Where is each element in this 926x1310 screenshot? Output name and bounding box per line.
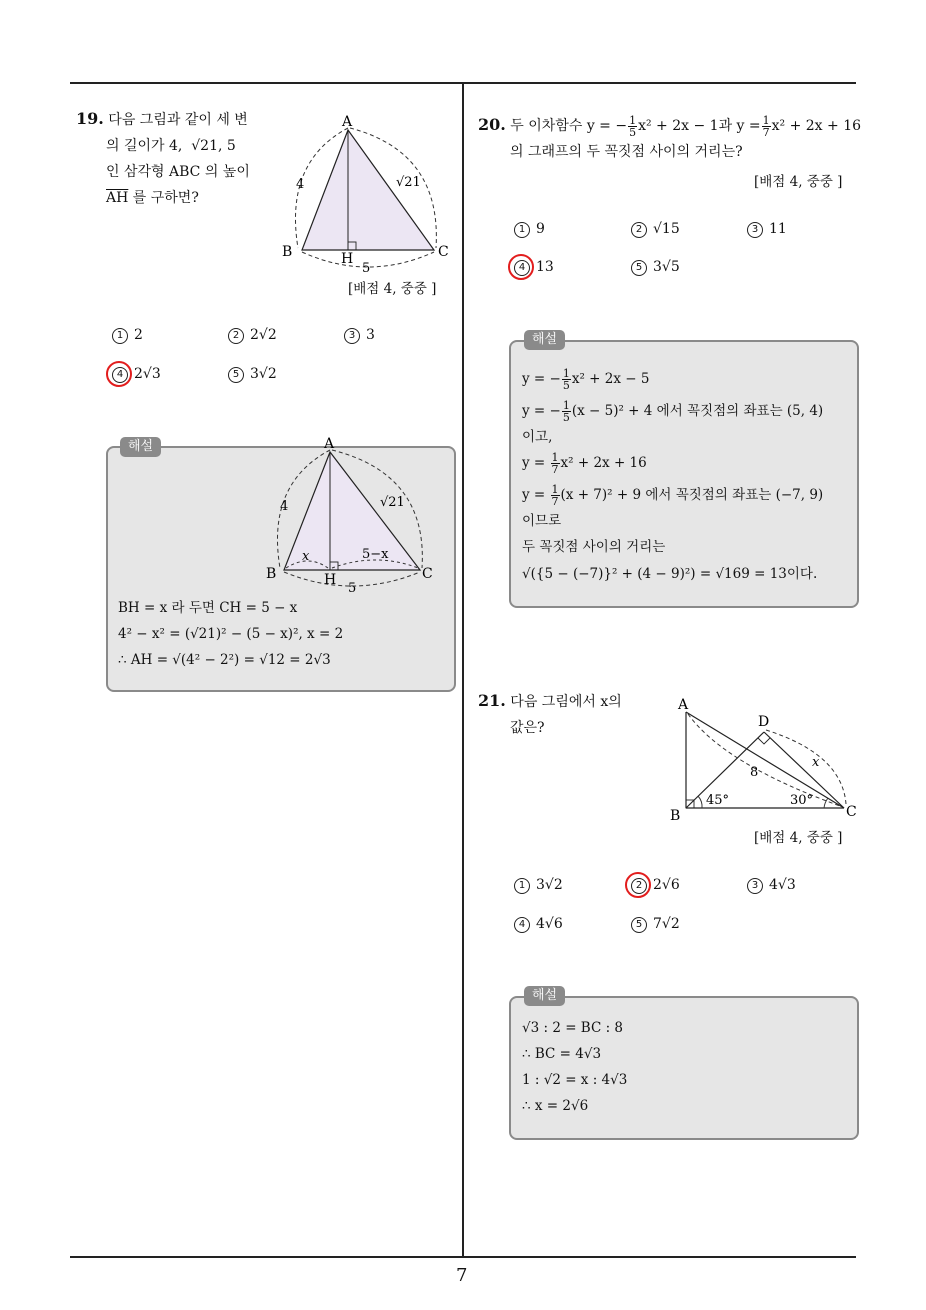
q19-label-b: B <box>282 244 293 260</box>
q20-sol-5f <box>551 484 560 507</box>
q20-sol-line-1 <box>522 368 649 391</box>
q21-choice-3-text: 4√3 <box>769 877 796 893</box>
q20-frac-2-d: 7 <box>762 125 770 139</box>
q19-choice-3-marker: 3 <box>344 328 360 344</box>
q20-frac-1-d: 5 <box>629 125 637 139</box>
q20-choice-5-marker: 5 <box>631 260 647 276</box>
q21-label-c: C <box>846 804 857 820</box>
q21-choice-1-text: 3√2 <box>536 877 563 893</box>
q20-solution-tag: 해설 <box>524 330 565 350</box>
q19-choice-5-marker: 5 <box>228 367 244 383</box>
q20-text-1a: 두 이차함수 y = − <box>510 118 628 134</box>
q20-choice-1[interactable] <box>514 221 545 238</box>
q20-choice-2-marker: 2 <box>631 222 647 238</box>
q21-choice-2-marker: 2 <box>631 878 647 894</box>
q20-sol-5f-d: 7 <box>551 495 559 508</box>
q19-solution-figure <box>262 434 442 594</box>
q21-sol-line-2: ∴ BC = 4√3 <box>522 1046 602 1062</box>
q21-choice-3[interactable] <box>747 877 796 894</box>
q19-choice-2-text: 2√2 <box>250 327 277 343</box>
q20-sol-5a: y = <box>522 487 550 503</box>
q21-ad: 8 <box>750 765 759 780</box>
q20-choice-4-marker: 4 <box>514 260 530 276</box>
q21-number: 21. <box>478 691 506 710</box>
q19-triangle <box>302 130 434 250</box>
q20-text-1c: x² + 2x + 16 <box>771 118 862 134</box>
q19-figure <box>278 112 458 277</box>
q19-choice-5[interactable] <box>228 366 277 383</box>
q20-sol-line-5 <box>522 484 823 507</box>
q21-label-d: D <box>758 714 770 730</box>
q20-score: [배점 4, 중중 ] <box>754 174 843 190</box>
q20-sol-2a: y = − <box>522 403 561 419</box>
q19-choice-2[interactable] <box>228 327 277 344</box>
q21-label-b: B <box>670 808 681 824</box>
q20-sol-1f-n: 1 <box>562 367 570 380</box>
q19-sol-side-bc: 5 <box>348 581 357 594</box>
q21-figure <box>664 694 864 824</box>
q21-choice-4-marker: 4 <box>514 917 530 933</box>
q20-sol-line-7: 두 꼭짓점 사이의 거리는 <box>522 539 666 555</box>
q20-sol-5f-n: 1 <box>551 483 559 496</box>
q20-question <box>478 112 862 165</box>
q19-choice-2-marker: 2 <box>228 328 244 344</box>
q19-text-4a: $\overline{AH}$ <box>106 190 129 206</box>
q19-number: 19. <box>76 109 104 128</box>
q21-answer-mark <box>625 872 651 898</box>
q21-dc: x <box>812 755 820 770</box>
q20-sol-4f <box>551 452 560 475</box>
q19-sol-label-h: H <box>324 572 337 588</box>
q19-sol-bh: x <box>302 549 310 564</box>
q21-solution-tag: 해설 <box>524 986 565 1006</box>
q20-choice-3[interactable] <box>747 221 787 238</box>
q20-answer-mark <box>508 254 534 280</box>
q21-choice-4[interactable] <box>514 916 563 933</box>
q21-label-a: A <box>678 697 689 713</box>
q20-sol-line-4 <box>522 452 647 475</box>
q19-sol-label-a: A <box>324 436 335 452</box>
q19-choice-1-text: 2 <box>134 327 143 343</box>
q20-sol-1a: y = − <box>522 371 561 387</box>
q19-sol-side-ab: 4 <box>280 499 289 514</box>
q19-text-3: 인 삼각형 ABC 의 높이 <box>106 164 250 180</box>
q19-label-c: C <box>438 244 449 260</box>
q20-sol-line-3: 이고, <box>522 429 553 445</box>
q21-choice-3-marker: 3 <box>747 878 763 894</box>
q19-sol-label-c: C <box>422 566 433 582</box>
q19-sol-hc: 5−x <box>362 547 389 562</box>
q19-side-ab: 4 <box>296 177 305 192</box>
q21-choice-1-marker: 1 <box>514 878 530 894</box>
q19-choice-5-text: 3√2 <box>250 366 277 382</box>
q21-choice-5[interactable] <box>631 916 680 933</box>
q20-sol-4f-d: 7 <box>551 463 559 476</box>
q20-choice-1-marker: 1 <box>514 222 530 238</box>
q20-choice-2[interactable] <box>631 221 680 238</box>
q20-frac-2-n: 1 <box>762 113 770 127</box>
q20-sol-line-6: 이므로 <box>522 513 562 529</box>
q20-choice-3-text: 11 <box>769 221 787 237</box>
q20-choice-5-text: 3√5 <box>653 259 680 275</box>
q19-label-h: H <box>341 251 354 267</box>
q21-choice-2-text: 2√6 <box>653 877 680 893</box>
q20-number: 20. <box>478 115 506 134</box>
q19-choice-3-text: 3 <box>366 327 375 343</box>
q20-sol-line-2 <box>522 400 823 423</box>
bottom-rule <box>70 1256 856 1258</box>
q19-question <box>76 106 276 211</box>
q20-sol-2b: (x − 5)² + 4 에서 꼭짓점의 좌표는 (5, 4) <box>571 403 824 419</box>
q19-sol-line-1: BH = x 라 두면 CH = 5 − x <box>118 600 298 616</box>
q21-angle-arc-c <box>824 798 828 808</box>
q21-text-2: 값은? <box>510 720 545 736</box>
q21-choice-5-marker: 5 <box>631 917 647 933</box>
page-number: 7 <box>456 1265 468 1286</box>
q20-sol-1b: x² + 2x − 5 <box>571 371 650 387</box>
q19-side-ac: √21 <box>396 175 421 190</box>
q21-choice-1[interactable] <box>514 877 563 894</box>
q19-score: [배점 4, 중중 ] <box>348 281 437 297</box>
q19-answer-mark <box>106 361 132 387</box>
q20-sol-4a: y = <box>522 455 550 471</box>
q20-sol-2f <box>562 400 571 423</box>
q20-choice-5[interactable] <box>631 259 680 276</box>
q21-choice-4-text: 4√6 <box>536 916 563 932</box>
q20-sol-2f-n: 1 <box>562 399 570 412</box>
q21-sol-line-1: √3 : 2 = BC : 8 <box>522 1020 624 1036</box>
q19-text-1: 다음 그림과 같이 세 변 <box>108 112 248 128</box>
q19-text-2c: , 5 <box>218 138 236 154</box>
q20-choice-4-text: 13 <box>536 259 554 275</box>
q19-choice-1-marker: 1 <box>112 328 128 344</box>
q20-choice-2-text: √15 <box>653 221 680 237</box>
q21-right-angle-d <box>758 738 770 744</box>
q20-sol-4f-n: 1 <box>551 451 559 464</box>
q19-choice-3[interactable] <box>344 327 375 344</box>
q19-text-4b: 를 구하면? <box>128 190 199 206</box>
q20-sol-4b: x² + 2x + 16 <box>560 455 647 471</box>
q21-text-1: 다음 그림에서 x의 <box>510 694 622 710</box>
q19-sol-side-ac: √21 <box>380 495 405 510</box>
q19-choice-4-marker: 4 <box>112 367 128 383</box>
q21-angle-arc-b <box>698 796 702 808</box>
q21-angle-c: 30° <box>790 793 814 808</box>
q19-choice-1[interactable] <box>112 327 143 344</box>
q20-text-2: 의 그래프의 두 꼭짓점 사이의 거리는? <box>510 144 743 160</box>
q19-sol-line-2: 4² − x² = (√21)² − (5 − x)², x = 2 <box>118 626 344 642</box>
q20-text-1b: x² + 2x − 1과 y = <box>638 118 761 134</box>
q21-angle-b: 45° <box>706 793 730 808</box>
q20-sol-line-8: √({5 − (−7)}² + (4 − 9)²) = √169 = 13이다. <box>522 566 818 582</box>
column-divider <box>462 82 464 1257</box>
q19-choice-4-text: 2√3 <box>134 366 161 382</box>
q20-choice-1-text: 9 <box>536 221 545 237</box>
q21-choice-5-text: 7√2 <box>653 916 680 932</box>
q21-sol-line-3: 1 : √2 = x : 4√3 <box>522 1072 628 1088</box>
q21-sol-line-4: ∴ x = 2√6 <box>522 1098 589 1114</box>
q19-label-a: A <box>342 114 353 130</box>
q20-frac-1 <box>628 115 637 138</box>
q20-sol-1f <box>562 368 571 391</box>
q20-sol-2f-d: 5 <box>562 411 570 424</box>
q19-sol-line-3: ∴ AH = √(4² − 2²) = √12 = 2√3 <box>118 652 331 668</box>
q20-sol-5b: (x + 7)² + 9 에서 꼭짓점의 좌표는 (−7, 9) <box>560 487 824 503</box>
q19-solution-tag: 해설 <box>120 437 161 457</box>
q19-text-2b: √21 <box>191 138 219 154</box>
q19-text-2a: 의 길이가 4, <box>106 138 183 154</box>
q21-question <box>478 688 658 741</box>
q19-sol-label-b: B <box>266 566 277 582</box>
q21-score: [배점 4, 중중 ] <box>754 830 843 846</box>
q20-frac-1-n: 1 <box>629 113 637 127</box>
q20-frac-2 <box>762 115 771 138</box>
q19-side-bc: 5 <box>362 261 371 276</box>
q20-choice-3-marker: 3 <box>747 222 763 238</box>
q20-sol-1f-d: 5 <box>562 379 570 392</box>
